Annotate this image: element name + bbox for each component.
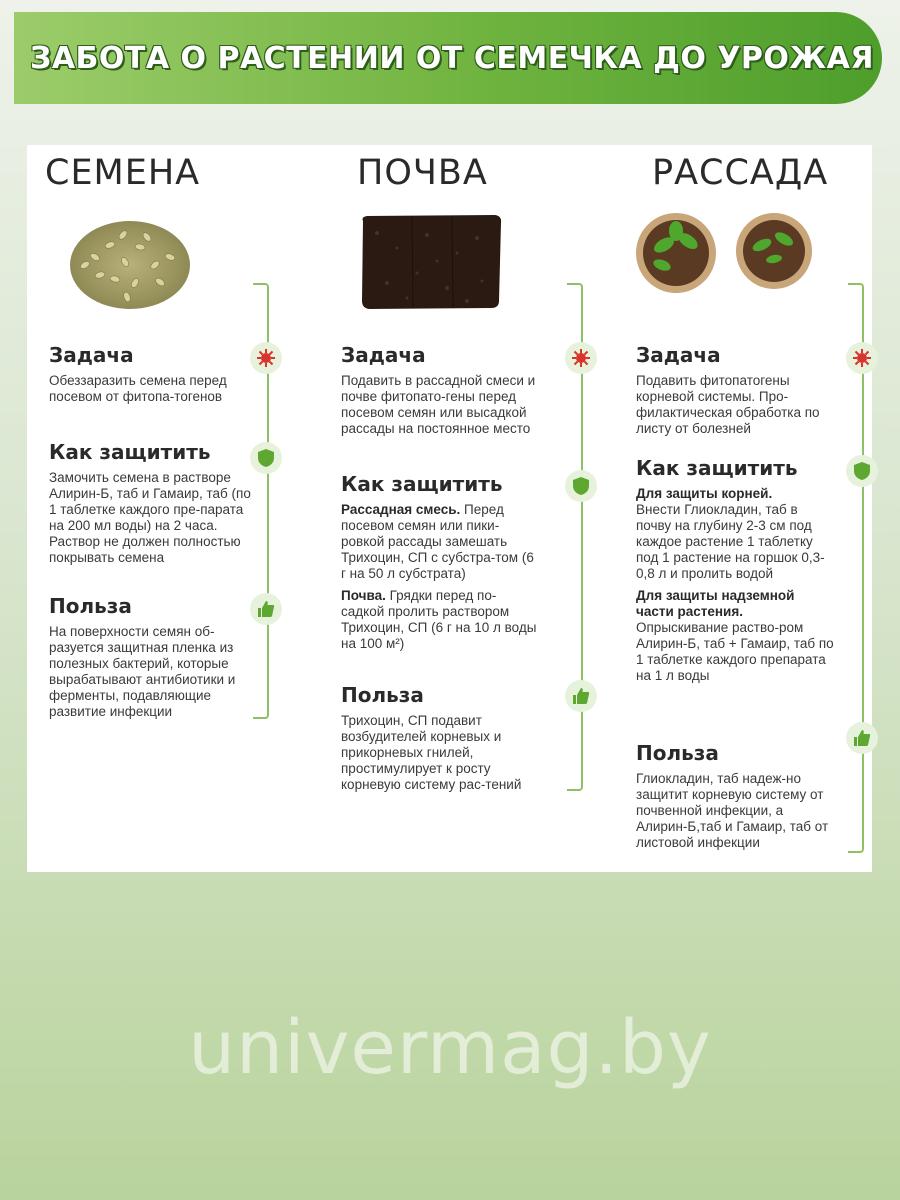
- section-text: Подавить фитопатогены корневой системы. Про-филактическая обработка по листу от болезней: [636, 373, 820, 436]
- section-heading: Польза: [341, 683, 424, 707]
- section-text: Глиокладин, таб надеж-но защитит корневую систему от почвенной инфекции, а Алирин-Б,таб и Гамаир, таб от листовой инфекции: [636, 771, 829, 850]
- shield-icon: [846, 455, 878, 487]
- section-text: Подавить в рассадной смеси и почве фитопато-гены перед посевом семян или высадкой рассады на постоянное место: [341, 373, 536, 436]
- virus-icon: [250, 342, 282, 374]
- header-banner: [14, 12, 882, 104]
- thumbs-up-icon: [250, 593, 282, 625]
- section-text: На поверхности семян об-разуется защитная пленка из полезных бактерий, которые вырабатывают антибиотики и ферменты, подавляющие развитие инфекции: [49, 624, 236, 719]
- shield-icon: [565, 470, 597, 502]
- sub-label: Почва.: [341, 588, 386, 603]
- column-title: ПОЧВА: [357, 153, 488, 193]
- section-heading: Задача: [636, 343, 721, 367]
- section-heading: Польза: [636, 741, 719, 765]
- section-task: [49, 343, 249, 405]
- section-text: [341, 502, 537, 582]
- sub-label: Для защиты надземной части растения.: [636, 588, 795, 619]
- section-heading: Как защитить: [636, 456, 798, 480]
- content-panel: [27, 145, 872, 872]
- sub-text: Перед посевом семян или пики-ровкой рассады замешать Трихоцин, СП с субстра-том (6 г на 50 л субстрата): [341, 502, 534, 581]
- column-seedlings: [612, 145, 872, 872]
- page-title: ЗАБОТА О РАСТЕНИИ ОТ СЕМЕЧКА ДО УРОЖАЯ: [30, 40, 874, 76]
- sub-label-block: [636, 486, 834, 502]
- column-soil: [317, 145, 597, 872]
- section-protect: [341, 472, 537, 652]
- section-heading: Как защитить: [341, 472, 503, 496]
- section-text: Опрыскивание раство-ром Алирин-Б, таб + Гамаир, таб по 1 таблетке каждого препарата на 1 л воды: [636, 620, 834, 683]
- section-protect: [49, 440, 261, 566]
- section-task: [341, 343, 537, 437]
- section-heading: Задача: [341, 343, 426, 367]
- column-title: СЕМЕНА: [45, 153, 201, 193]
- section-text: Внести Глиокладин, таб в почву на глубину 2-3 см под каждое растение 1 таблетку под 1 растение на горшок 0,3-0,8 л и пролить водой: [636, 502, 825, 581]
- virus-icon: [846, 342, 878, 374]
- section-heading: Задача: [49, 343, 134, 367]
- section-benefit: [636, 741, 834, 851]
- column-title: РАССАДА: [652, 153, 829, 193]
- seedlings-image: [634, 209, 834, 295]
- section-heading: Как защитить: [49, 440, 211, 464]
- column-seeds: [27, 145, 307, 872]
- section-text: Обеззаразить семена перед посевом от фитопа-тогенов: [49, 373, 227, 404]
- thumbs-up-icon: [565, 680, 597, 712]
- section-text: [341, 588, 537, 652]
- sub-label: Для защиты корней.: [636, 486, 773, 501]
- seeds-image: [65, 217, 195, 313]
- section-benefit: [341, 683, 541, 793]
- sub-label: Рассадная смесь.: [341, 502, 461, 517]
- section-benefit: [49, 594, 249, 720]
- sub-label-block: [636, 588, 834, 620]
- virus-icon: [565, 342, 597, 374]
- soil-image: [357, 213, 505, 311]
- section-text: Замочить семена в растворе Алирин-Б, таб и Гамаир, таб (по 1 таблетке каждого пре-парата на 200 мл воды) на 2 часа. Раствор не должен полностью покрывать семена: [49, 470, 251, 565]
- section-task: [636, 343, 834, 437]
- thumbs-up-icon: [846, 722, 878, 754]
- section-protect: [636, 456, 834, 684]
- watermark: univermag.by: [188, 1005, 712, 1091]
- section-text: Трихоцин, СП подавит возбудителей корневых и прикорневых гнилей, простимулирует к росту корневую систему рас-тений: [341, 713, 522, 792]
- section-heading: Польза: [49, 594, 132, 618]
- sub-text: Грядки перед по-садкой пролить раствором Трихоцин, СП (6 г на 10 л воды на 100 м²): [341, 588, 537, 651]
